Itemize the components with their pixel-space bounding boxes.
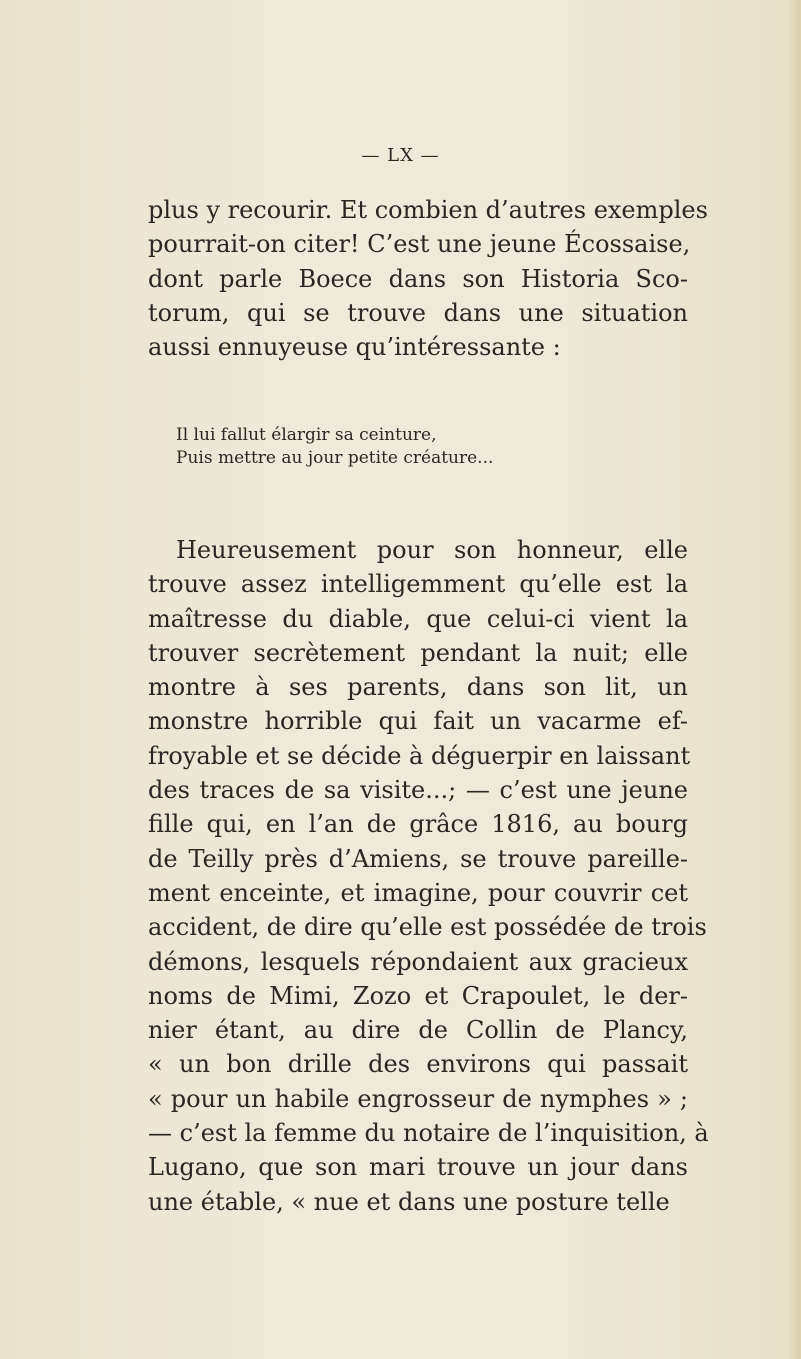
paragraph-2 xyxy=(148,533,709,1219)
text-line: accident, de dire qu’elle est possédée de trois xyxy=(148,913,707,942)
text-line: « pour un habile engrosseur de nymphes » ; xyxy=(148,1084,688,1113)
text-line: « un bon drille des environs qui passait xyxy=(148,1050,688,1079)
page-number-header: — LX — xyxy=(361,145,440,166)
text-line: des traces de sa visite...; — c’est une jeune xyxy=(148,776,688,805)
text-line: plus y recourir. Et combien d’autres exemples xyxy=(148,196,708,224)
verse-line: Il lui fallut élargir sa ceinture, xyxy=(176,425,437,445)
text-line: noms de Mimi, Zozo et Crapoulet, le der- xyxy=(148,981,688,1010)
text-line: ment enceinte, et imagine, pour couvrir cet xyxy=(148,878,688,907)
text-line: monstre horrible qui fait un vacarme ef- xyxy=(148,707,688,736)
text-line: trouve assez intelligemment qu’elle est la xyxy=(148,570,688,599)
paragraph-1 xyxy=(148,193,708,364)
text-line: pourrait-on citer! C’est une jeune Écossaise, xyxy=(148,230,691,259)
text-line: nier étant, au dire de Collin de Plancy, xyxy=(148,1016,688,1045)
text-line: maîtresse du diable, que celui-ci vient la xyxy=(148,604,688,633)
text-line: dont parle Boece dans son Historia Sco- xyxy=(148,264,688,293)
text-line: aussi ennuyeuse qu’intéressante : xyxy=(148,333,561,362)
text-line: Heureusement pour son honneur, elle xyxy=(176,536,688,564)
text-line: démons, lesquels répondaient aux gracieux xyxy=(148,947,688,976)
text-line: Lugano, que son mari trouve un jour dans xyxy=(148,1153,688,1182)
text-line: torum, qui se trouve dans une situation xyxy=(148,298,688,327)
text-line: trouver secrètement pendant la nuit; elle xyxy=(148,638,688,667)
text-line: froyable et se décide à déguerpir en laissant xyxy=(148,741,691,770)
verse-quote xyxy=(176,424,493,470)
text-line: — c’est la femme du notaire de l’inquisition, à xyxy=(148,1119,709,1148)
text-line: de Teilly près d’Amiens, se trouve pareille- xyxy=(148,844,688,873)
text-line: montre à ses parents, dans son lit, un xyxy=(148,673,688,702)
text-line: fille qui, en l’an de grâce 1816, au bourg xyxy=(148,810,688,839)
text-line: une étable, « nue et dans une posture telle xyxy=(148,1187,670,1216)
page-edge-shadow xyxy=(787,0,801,1359)
verse-line: Puis mettre au jour petite créature... xyxy=(176,448,494,468)
